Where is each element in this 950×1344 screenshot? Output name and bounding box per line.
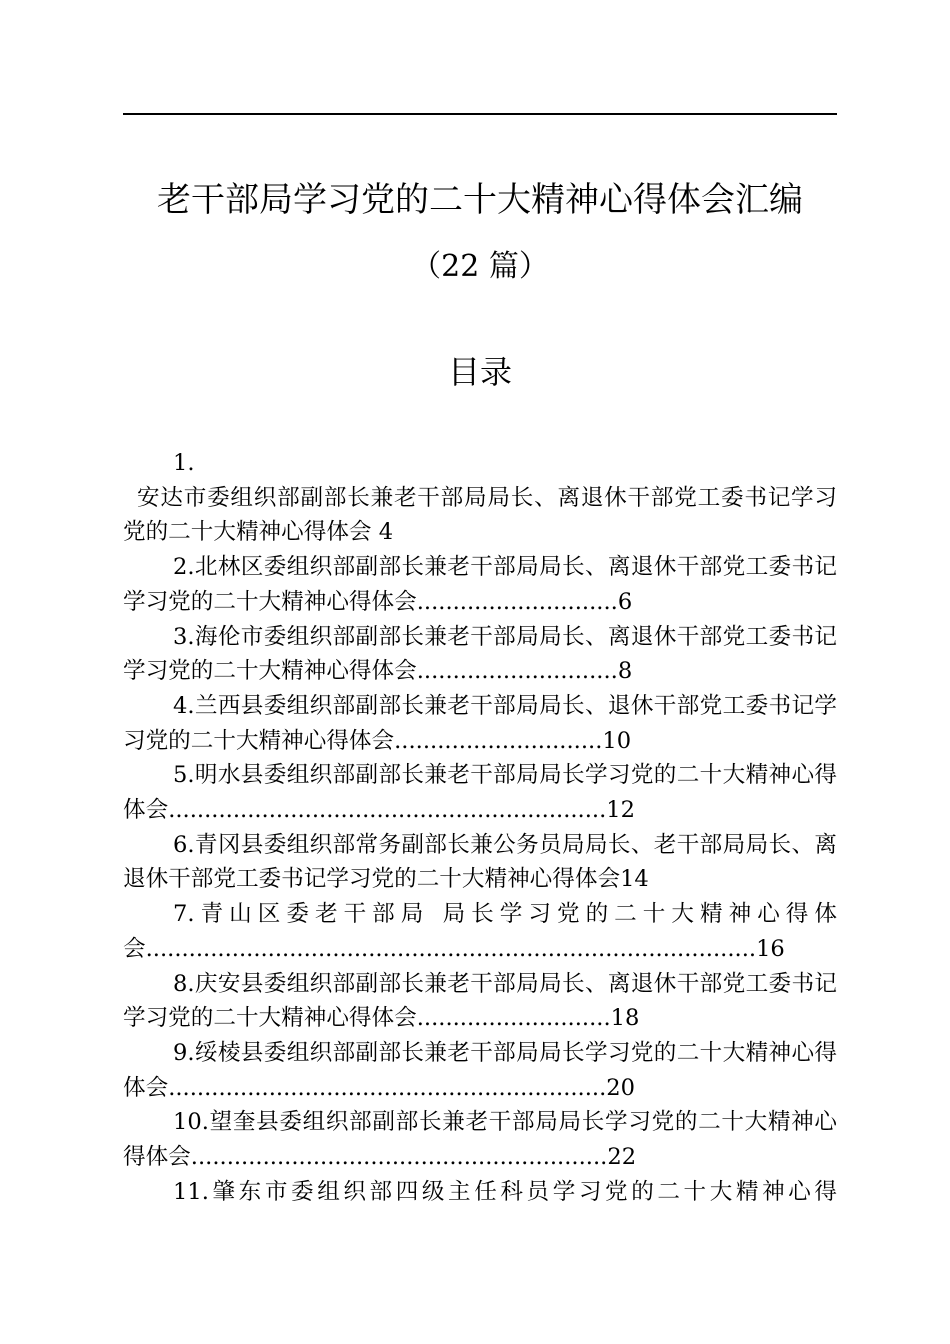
- toc-heading: 目录: [447, 353, 512, 391]
- toc-entry-dots: .............................................................: [168, 797, 607, 824]
- toc-entry-number: 7.: [173, 901, 195, 928]
- toc-entry-dots: .....................................................................................: [145, 935, 757, 962]
- toc-entry-4[interactable]: [123, 689, 837, 758]
- document-title: 老干部局学习党的二十大精神心得体会汇编: [157, 180, 803, 220]
- toc-entry-text: 海伦市委组织部副部长兼老干部局局长、离退休干部党工委书记学习党的二十大精神心得体会: [123, 623, 837, 685]
- toc-entry-page: 6: [617, 588, 633, 615]
- toc-entry-1[interactable]: [123, 481, 837, 550]
- toc-entry-text: 北林区委组织部副部长兼老干部局局长、离退休干部党工委书记学习党的二十大精神心得体会: [123, 554, 837, 615]
- toc-entry-text: 庆安县委组织部副部长兼老干部局局长、离退休干部党工委书记学习党的二十大精神心得体会: [123, 970, 837, 1032]
- table-of-contents: [123, 446, 837, 1209]
- toc-entry-dots: ...........................: [416, 1005, 611, 1032]
- toc-entry-page: 20: [606, 1074, 636, 1101]
- toc-entry-number: 9.: [173, 1039, 195, 1066]
- toc-entry-page: 22: [607, 1144, 637, 1171]
- header-rule: [123, 113, 837, 115]
- toc-entry-11[interactable]: [123, 1175, 837, 1210]
- toc-entry-number: 3.: [173, 623, 195, 650]
- toc-entry-dots: ..........................................................: [190, 1144, 608, 1171]
- toc-entry-text: 青冈县委组织部常务副部长兼公务员局局长、老干部局局长、离退休干部党工委书记学习党的二十大精神心得体会: [123, 831, 837, 893]
- toc-entry-page: 10: [602, 727, 632, 754]
- toc-entry-1-number-line[interactable]: [123, 446, 837, 481]
- toc-entry-number: 5.: [173, 762, 195, 789]
- toc-entry-2[interactable]: [123, 550, 837, 619]
- toc-entry-text: 望奎县委组织部副部长兼老干部局局长学习党的二十大精神心得体会: [123, 1109, 837, 1171]
- toc-entry-text: 绥棱县委组织部副部长兼老干部局局长学习党的二十大精神心得体会: [123, 1039, 837, 1101]
- toc-entry-9[interactable]: [123, 1036, 837, 1105]
- toc-entry-text: 兰西县委组织部副部长兼老干部局局长、退休干部党工委书记学习党的二十大精神心得体会: [123, 692, 837, 754]
- toc-entry-number: 2.: [173, 554, 195, 581]
- toc-entry-dots: .............................: [394, 727, 603, 754]
- toc-entry-6[interactable]: [123, 828, 837, 897]
- toc-entry-3[interactable]: [123, 620, 837, 689]
- toc-entry-text: 明水县委组织部副部长兼老干部局局长学习党的二十大精神心得体会: [123, 762, 837, 824]
- toc-entry-5[interactable]: [123, 758, 837, 827]
- toc-entry-text: 青山区委老干部局 局长学习党的二十大精神心得体会: [123, 901, 837, 962]
- toc-entry-dots: ............................: [416, 658, 618, 685]
- toc-entry-number: 4.: [173, 692, 195, 719]
- toc-entry-number: 8.: [173, 970, 195, 997]
- toc-entry-8[interactable]: [123, 967, 837, 1036]
- toc-entry-number: 11.: [173, 1178, 209, 1205]
- toc-entry-page: 16: [756, 935, 785, 962]
- toc-entry-dots: .............................................................: [168, 1074, 607, 1101]
- toc-entry-page: 18: [610, 1005, 640, 1032]
- toc-entry-page: 8: [617, 658, 633, 685]
- toc-entry-number: 1.: [173, 450, 195, 476]
- toc-entry-dots: ............................: [416, 588, 618, 615]
- toc-entry-page: 14: [620, 866, 649, 893]
- toc-entry-number: 6.: [173, 831, 195, 858]
- toc-entry-7[interactable]: [123, 897, 837, 966]
- toc-entry-number: 10.: [173, 1109, 209, 1136]
- toc-entry-10[interactable]: [123, 1105, 837, 1174]
- document-subtitle: （22 篇）: [411, 249, 549, 284]
- toc-entry-text: 安达市委组织部副部长兼老干部局局长、离退休干部党工委书记学习党的二十大精神心得体会: [123, 484, 837, 546]
- toc-entry-page: 12: [606, 797, 636, 824]
- toc-entry-text: 肇东市委组织部四级主任科员学习党的二十大精神心得: [208, 1178, 837, 1205]
- toc-entry-page: 4: [378, 519, 394, 546]
